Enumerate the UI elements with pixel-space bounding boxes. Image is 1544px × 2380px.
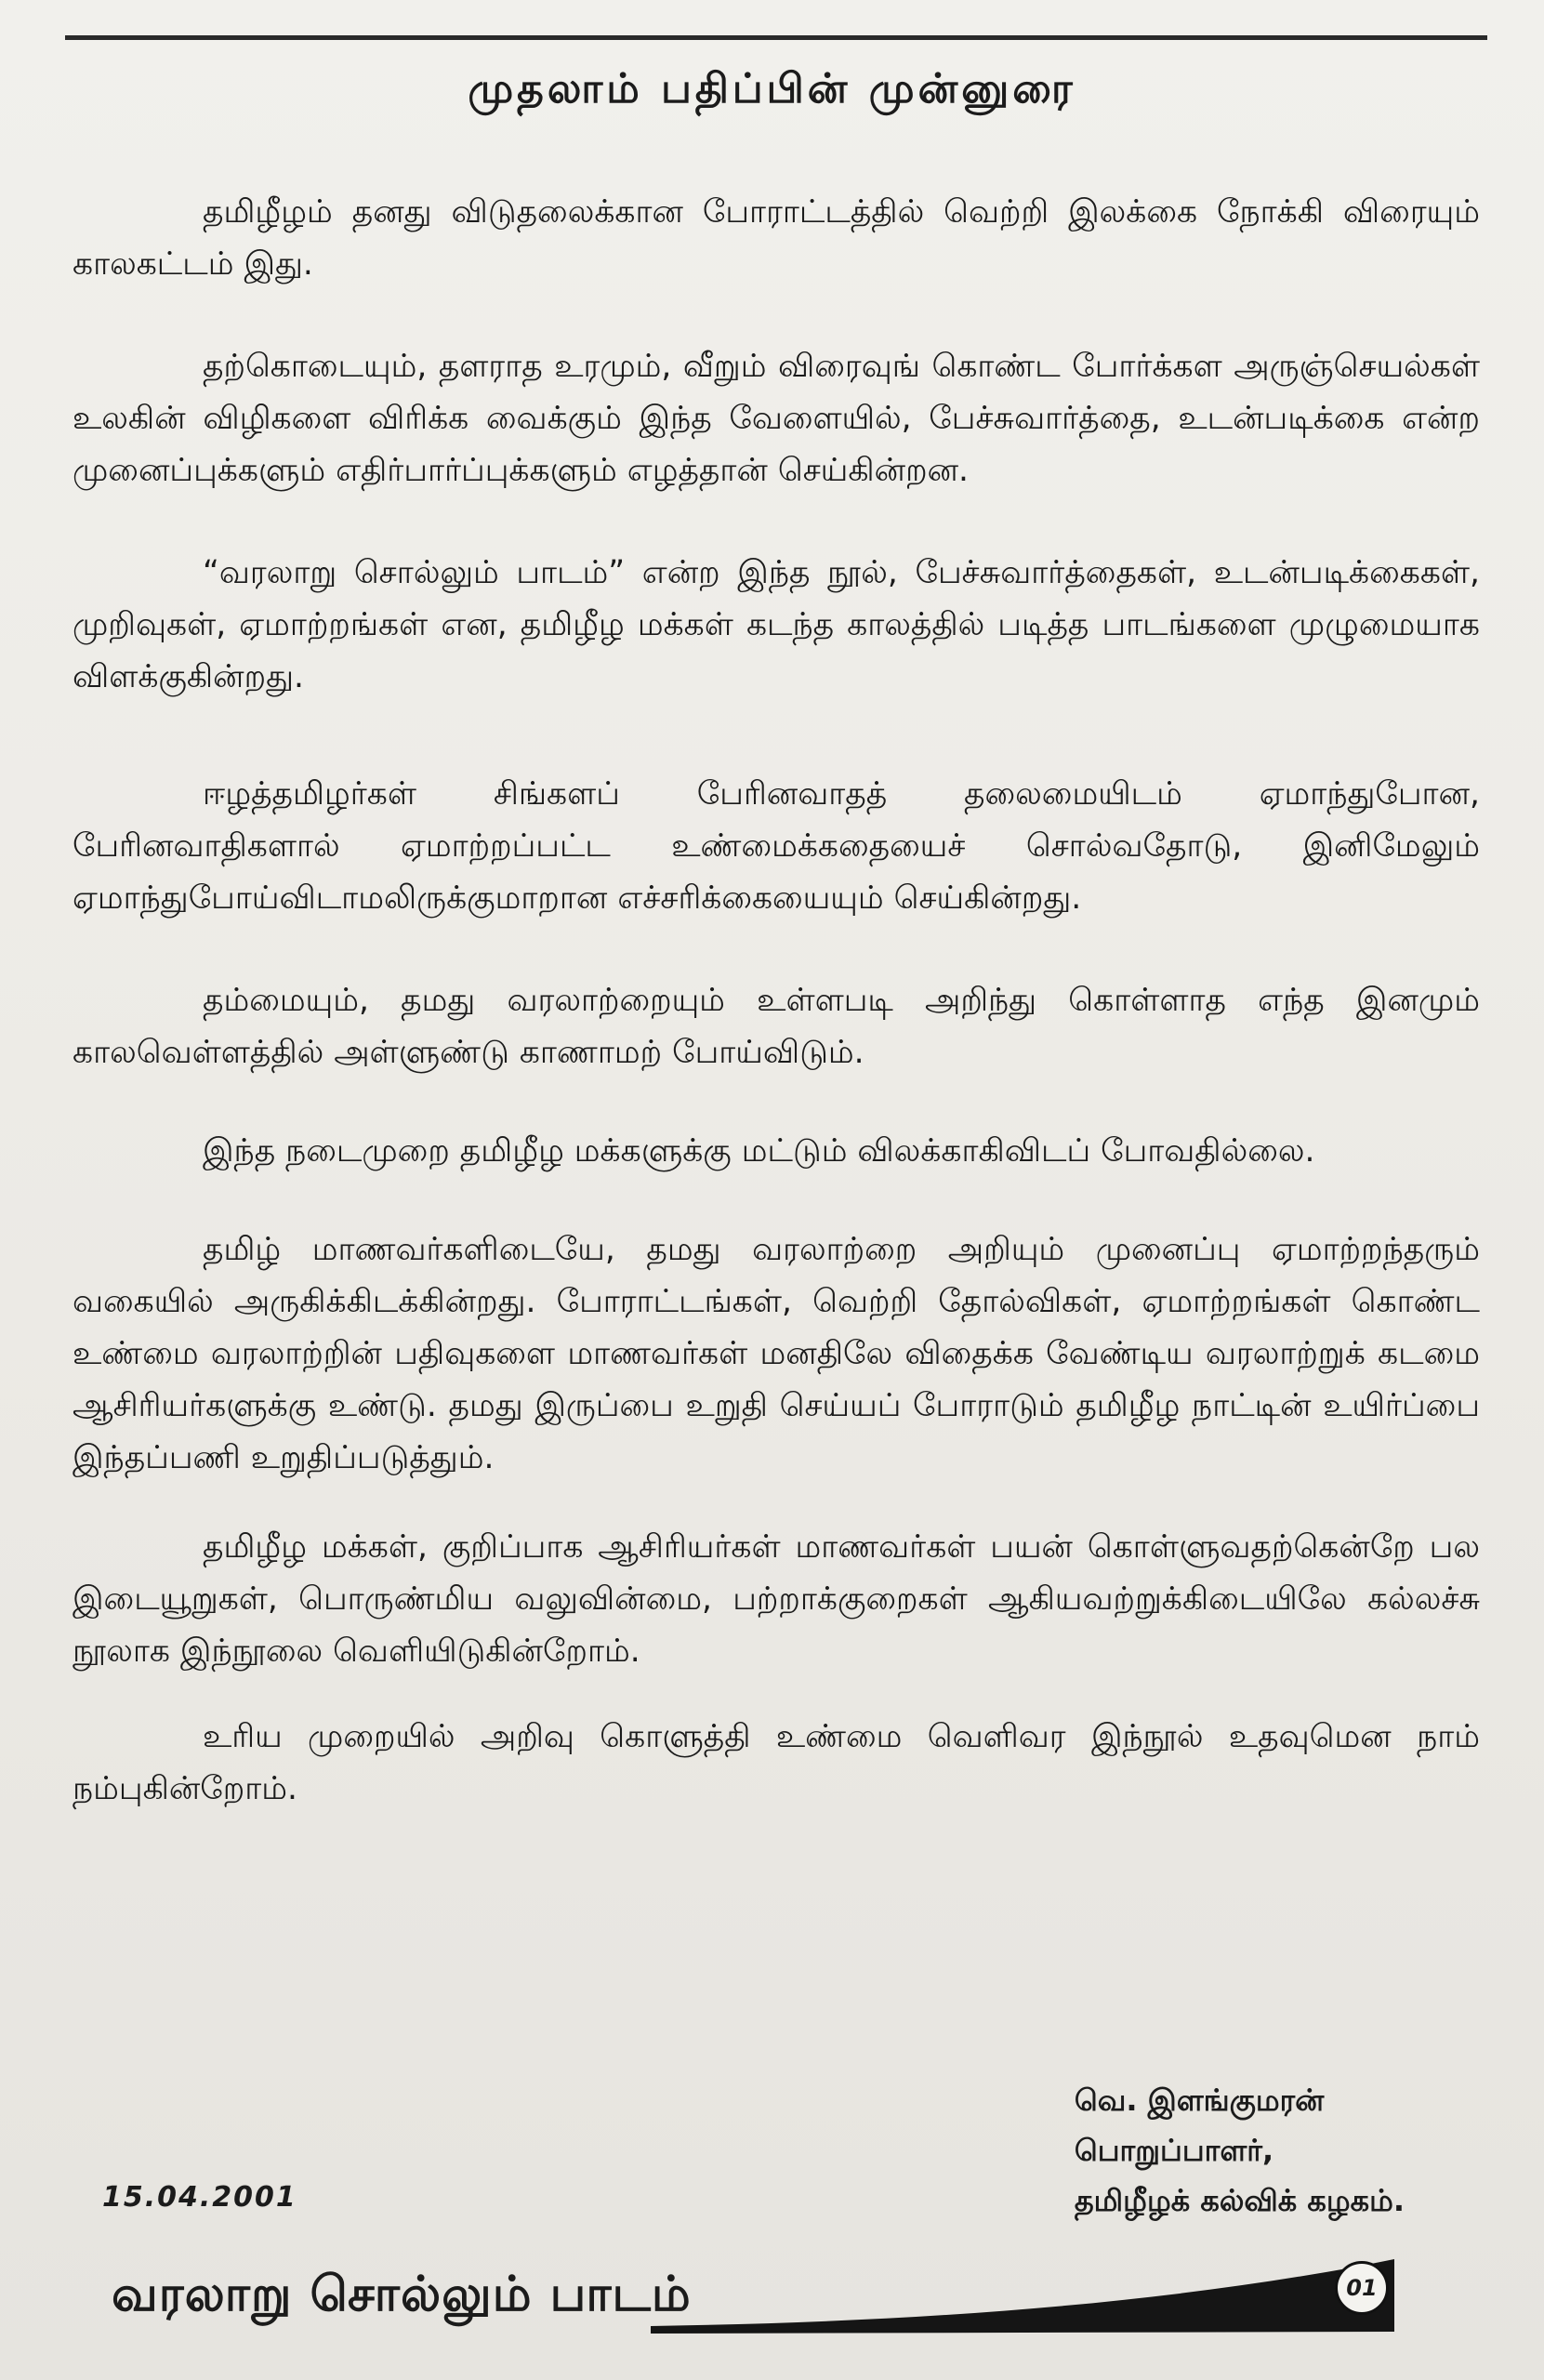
preface-date: 15.04.2001 [102,2181,297,2214]
paragraph-7: தமிழ் மாணவர்களிடையே, தமது வரலாற்றை அறியும் முனைப்பு ஏமாற்றந்தரும் வகையில் அருகிக்கிடக்கின்றது. போராட்டங்கள், வெற்றி தோல்விகள், ஏமாற்றங்கள் கொண்ட உண்மை வரலாற்றின் பதிவுகளை மாணவர்கள் மனதிலே விதைக்க வேண்டிய வரலாற்றுக் கடமை ஆசிரியர்களுக்கு உண்டு. தமது இருப்பை உறுதி செய்யப் போராடும் தமிழீழ நாட்டின் உயிர்ப்பை இந்தப்பணி உறுதிப்படுத்தும். [73,1231,1480,1476]
paragraph-8: தமிழீழ மக்கள், குறிப்பாக ஆசிரியர்கள் மாணவர்கள் பயன் கொள்ளுவதற்கென்றே பல இடையூறுகள், பொருண்மிய வலுவின்மை, பற்றாக்குறைகள் ஆகியவற்றுக்கிடையிலே கல்லச்சு நூலாக இந்நூலை வெளியிடுகின்றோம். [73,1528,1480,1670]
paragraph-4: ஈழத்தமிழர்கள் சிங்களப் பேரினவாதத் தலைமையிடம் ஏமாந்துபோன, பேரினவாதிகளால் ஏமாற்றப்பட்ட உண்மைக்கதையைச் சொல்வதோடு, இனிமேலும் ஏமாந்துபோய்விடாமலிருக்குமாறான எச்சரிக்கையையும் செய்கின்றது. [73,775,1480,917]
signatory-name: வெ. இளங்குமரன் [1074,2082,1325,2118]
paragraph-9: உரிய முறையில் அறிவு கொளுத்தி உண்மை வெளிவர இந்நூல் உதவுமென நாம் நம்புகின்றோம். [73,1718,1480,1807]
page-heading: முதலாம் பதிப்பின் முன்னுரை [468,65,1076,112]
paragraph-6: இந்த நடைமுறை தமிழீழ மக்களுக்கு மட்டும் விலக்காகிவிடப் போவதில்லை. [203,1132,1315,1170]
page-number: 01 [1335,2261,1389,2315]
signatory-organization: தமிழீழக் கல்விக் கழகம். [1074,2183,1405,2218]
signatory-role: பொறுப்பாளர், [1074,2133,1274,2168]
preface-body [73,186,1480,1815]
footer-book-title: வரலாறு சொல்லும் பாடம் [112,2267,692,2322]
paragraph-1: தமிழீழம் தனது விடுதலைக்கான போராட்டத்தில் வெற்றி இலக்கை நோக்கி விரையும் காலகட்டம் இது. [73,193,1480,283]
paragraph-3: “வரலாறு சொல்லும் பாடம்” என்ற இந்த நூல், பேச்சுவார்த்தைகள், உடன்படிக்கைகள், முறிவுகள், ஏமாற்றங்கள் என, தமிழீழ மக்கள் கடந்த காலத்தில் படித்த பாடங்களை முழுமையாக விளக்குகின்றது. [73,554,1480,695]
signature-block [1075,2075,1405,2226]
paragraph-2: தற்கொடையும், தளராத உரமும், வீறும் விரைவுங் கொண்ட போர்க்கள அருஞ்செயல்கள் உலகின் விழிகளை விரிக்க வைக்கும் இந்த வேளையில், பேச்சுவார்த்தை, உடன்படிக்கை என்ற முனைப்புக்களும் எதிர்பார்ப்புக்களும் எழத்தான் செய்கின்றன. [73,348,1480,489]
footer-swoosh-graphic [651,2250,1413,2334]
top-rule [65,35,1487,40]
paragraph-5: தம்மையும், தமது வரலாற்றையும் உள்ளபடி அறிந்து கொள்ளாத எந்த இனமும் காலவெள்ளத்தில் அள்ளுண்டு காணாமற் போய்விடும். [73,982,1480,1071]
